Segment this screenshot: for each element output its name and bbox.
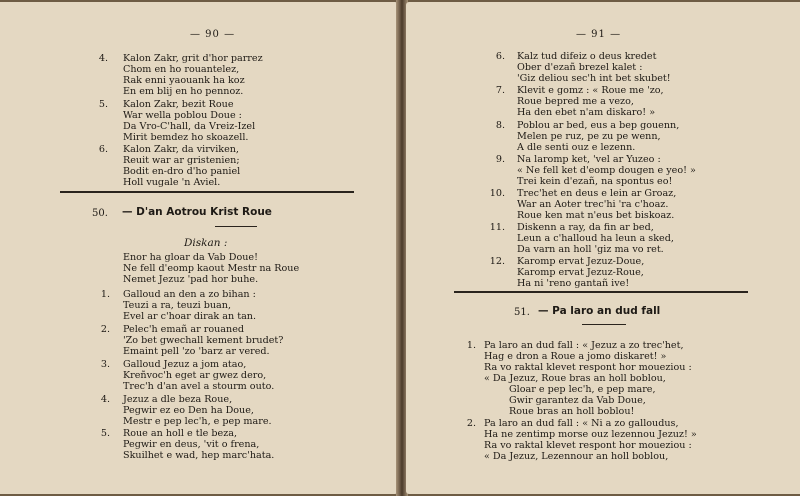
verse-number: 1. [100,289,110,300]
refrain-line: Gloar e pep lec'h, e pep mare, [509,384,656,395]
refrain-line: Roue bras an holl boblou! [509,406,635,417]
verse-line: Jezuz a dle beza Roue, [123,394,233,405]
verse-line: Ha ni 'reno gantañ ive! [517,278,630,289]
verse-line: Karomp ervat Jezuz-Doue, [517,256,645,267]
verse-line: Kalon Zakr, da virviken, [123,144,239,155]
verse-line: Pegwir en deus, 'vit o frena, [123,439,260,450]
verse-line: Ra vo raktal klevet respont hor moueziou : [484,440,692,451]
verse-line: Kalon Zakr, bezit Roue [123,99,234,110]
verse-line: A dle senti ouz e lezenn. [517,142,636,153]
verse-line: Melen pe ruz, pe zu pe wenn, [517,131,661,142]
verse-line: Trec'het en deus e lein ar Groaz, [517,188,677,199]
section-number: 50. [92,208,108,219]
verse-line: Hag e dron a Roue a jomo diskaret! » [484,351,667,362]
section-title: — Pa laro an dud fall [538,305,661,317]
verse-number: 2. [100,324,110,335]
verse-line: En em blij en ho pennoz. [123,86,244,97]
verse-number: 4. [98,53,108,64]
verse-line: Reuit war ar gristenien; [123,155,240,166]
verse-line: « Ne fell ket d'eomp dougen e yeo! » [517,165,696,176]
verse-line: Galloud Jezuz a jom atao, [123,359,247,370]
section-divider [454,291,748,293]
refrain-heading: Diskan : [184,237,228,249]
verse-number: 6. [495,51,505,62]
verse-number: 5. [98,99,108,110]
verse-number: 6. [98,144,108,155]
title-underline [582,324,626,325]
refrain-line: Enor ha gloar da Vab Doue! [123,252,258,263]
verse-number: 8. [495,120,505,131]
verse-number: 10. [489,188,505,199]
verse-line: 'Zo bet gwechall kement brudet? [123,335,284,346]
verse-line: Diskenn a ray, da fin ar bed, [517,222,654,233]
verse-number: 4. [100,394,110,405]
verse-line: Mirit bemdez ho skoazell. [123,132,249,143]
section-divider [60,191,354,193]
verse-line: « Da Jezuz, Roue bras an holl boblou, [484,373,666,384]
verse-line: Pegwir ez eo Den ha Doue, [123,405,254,416]
verse-line: Klevit e gomz : « Roue me 'zo, [517,85,664,96]
verse-line: Ober d'ezañ brezel kalet : [517,62,643,73]
verse-line: « Da Jezuz, Lezennour an holl boblou, [484,451,669,462]
page-number: — 91 — [576,29,622,40]
verse-line: Bodit en-dro d'ho paniel [123,166,241,177]
verse-line: Holl vugale 'n Aviel. [123,177,221,188]
verse-line: Poblou ar bed, eus a bep gouenn, [517,120,680,131]
verse-line: Trec'h d'an avel a stourm outo. [123,381,275,392]
verse-line: Pa laro an dud fall : « Jezuz a zo trec'het, [484,340,684,351]
verse-number: 2. [466,418,476,429]
title-underline [215,226,257,227]
verse-line: Leun a c'halloud ha leun a sked, [517,233,674,244]
verse-number: 1. [466,340,476,351]
verse-line: Roue an holl e tle beza, [123,428,238,439]
verse-line: Chom en ho rouantelez, [123,64,240,75]
verse-number: 11. [489,222,505,233]
refrain-line: Ne fell d'eomp kaout Mestr na Roue [123,263,300,274]
verse-line: Rak enni yaouank ha koz [123,75,245,86]
verse-line: Ra vo raktal klevet respont hor moueziou : [484,362,692,373]
verse-line: War an Aoter trec'hi 'ra c'hoaz. [517,199,669,210]
left-page [0,2,398,494]
verse-line: Kalon Zakr, grit d'hor parrez [123,53,263,64]
verse-number: 3. [100,359,110,370]
verse-line: Teuzi a ra, teuzi buan, [123,300,232,311]
verse-line: Pelec'h emañ ar rouaned [123,324,245,335]
verse-number: 9. [495,154,505,165]
verse-line: Galloud an den a zo bihan : [123,289,256,300]
verse-line: Mestr e pep lec'h, e pep mare. [123,416,272,427]
verse-line: Ha ne zentimp morse ouz lezennou Jezuz! » [484,429,697,440]
refrain-line: Nemet Jezuz 'pad hor buhe. [123,274,259,285]
verse-line: War wella poblou Doue : [123,110,242,121]
verse-line: Evel ar c'hoar dirak an tan. [123,311,257,322]
section-title: — D'an Aotrou Krist Roue [122,206,272,218]
verse-line: Roue ken mat n'eus bet biskoaz. [517,210,675,221]
verse-line: Roue bepred me a vezo, [517,96,634,107]
verse-line: Ha den ebet n'am diskaro! » [517,107,656,118]
verse-line: Kalz tud difeiz o deus kredet [517,51,657,62]
verse-line: Pa laro an dud fall : « Ni a zo galloudus, [484,418,679,429]
verse-line: Da varn an holl 'giz ma vo ret. [517,244,664,255]
verse-number: 7. [495,85,505,96]
verse-number: 12. [489,256,505,267]
verse-line: Kreñvoc'h eget ar gwez dero, [123,370,267,381]
section-number: 51. [514,307,530,318]
right-page [406,2,800,494]
verse-number: 5. [100,428,110,439]
verse-line: Da Vro-C'hall, da Vreiz-Izel [123,121,256,132]
verse-line: Trei kein d'ezañ, na spontus eo! [517,176,673,187]
verse-line: Emaint pell 'zo 'barz ar vered. [123,346,270,357]
verse-line: Skuilhet e wad, hep marc'hata. [123,450,275,461]
verse-line: Na laromp ket, 'vel ar Yuzeo : [517,154,661,165]
verse-line: Karomp ervat Jezuz-Roue, [517,267,644,278]
page-number: — 90 — [190,29,236,40]
refrain-line: Gwir garantez da Vab Doue, [509,395,646,406]
verse-line: 'Giz deliou sec'h int bet skubet! [517,73,671,84]
